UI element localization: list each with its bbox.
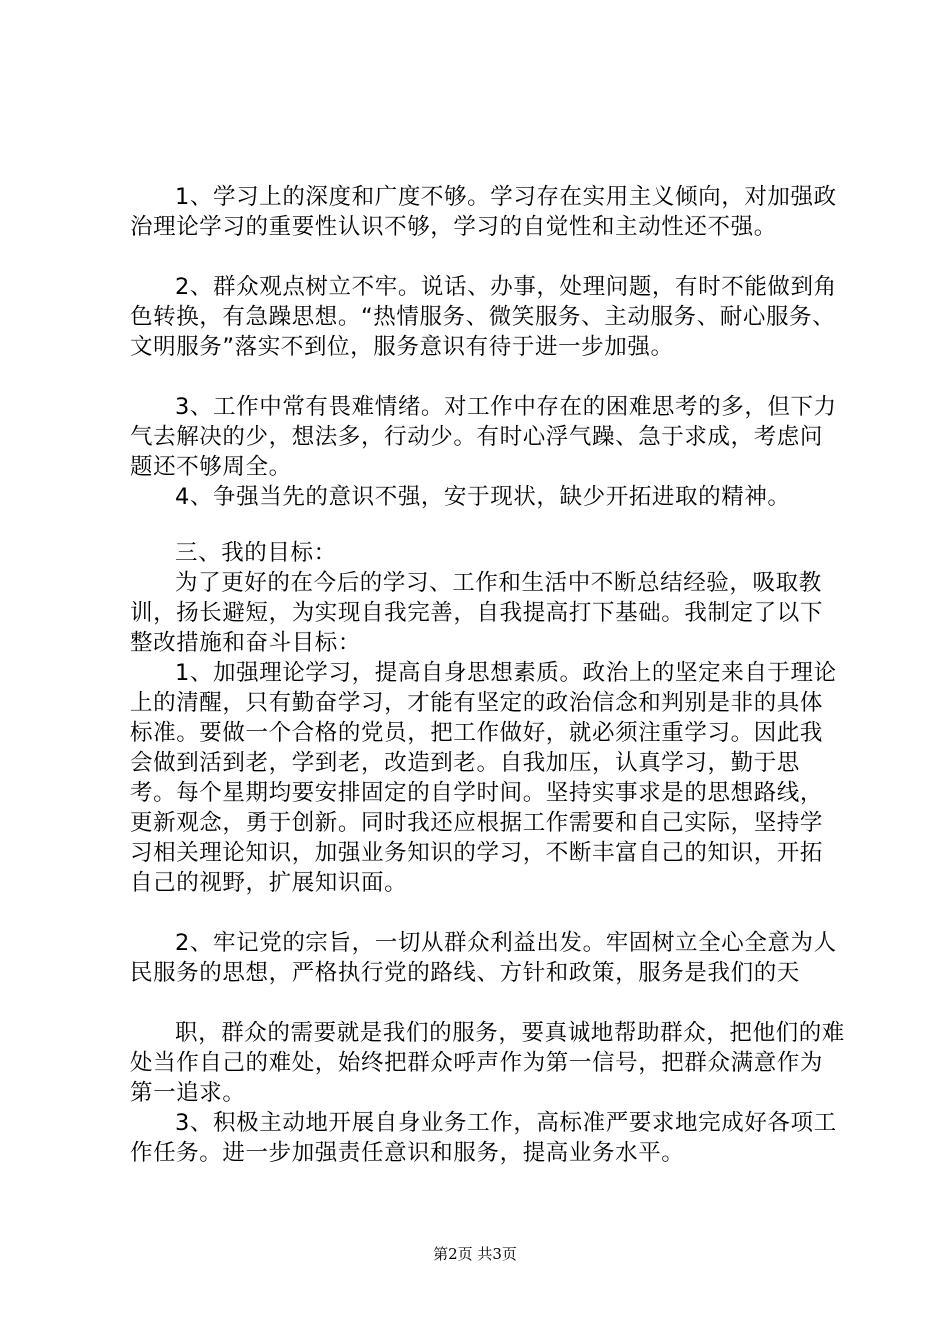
section-heading-goals: 三、我的目标： bbox=[175, 540, 337, 566]
paragraph-goals-intro: 为了更好的在今后的学习、工作和生活中不断总结经验，吸取教训，扬长避短，为实现自我完善，自我提高打下基础。我制定了以下整改措施和奋斗目标： bbox=[130, 570, 824, 656]
paragraph-competitive-awareness: 4、争强当先的意识不强，安于现状，缺少开拓进取的精神。 bbox=[175, 484, 791, 510]
paragraph-business-work: 3、积极主动地开展自身业务工作，高标准严要求地完成好各项工作任务。进一步加强责任意识和服务，提高业务水平。 bbox=[130, 1110, 837, 1166]
paragraph-fear-difficulty: 3、工作中常有畏难情绪。对工作中存在的困难思考的多，但下力气去解决的少，想法多，行动少。有时心浮气躁、急于求成，考虑问题还不够周全。 bbox=[130, 394, 837, 480]
paragraph-party-purpose: 2、牢记党的宗旨，一切从群众利益出发。牢固树立全心全意为人民服务的思想，严格执行党的路线、方针和政策，服务是我们的天 bbox=[130, 930, 837, 986]
paragraph-study-depth: 1、学习上的深度和广度不够。学习存在实用主义倾向，对加强政治理论学习的重要性认识不够，学习的自觉性和主动性还不强。 bbox=[130, 184, 837, 240]
paragraph-serve-masses: 职，群众的需要就是我们的服务，要真诚地帮助群众，把他们的难处当作自己的难处，始终把群众呼声作为第一信号，把群众满意作为第一追求。 bbox=[130, 1020, 845, 1106]
paragraph-theory-study: 1、加强理论学习，提高自身思想素质。政治上的坚定来自于理论上的清醒，只有勤奋学习，才能有坚定的政治信念和判别是非的具体标准。要做一个合格的党员，把工作做好，就必须注重学习。因此我会做到活到老，学到老，改造到老。自我加压，认真学习，勤于思考。每个星期均要安排固定的自学时间。坚持实事求是的思想路线，更新观念，勇于创新。同时我还应根据工作需要和自己实际，坚持学习相关理论知识，加强业务知识的学习，不断丰富自己的知识，开拓自己的视野，扩展知识面。 bbox=[130, 660, 837, 896]
page-number-footer: 第2页 共3页 bbox=[433, 1245, 517, 1263]
paragraph-mass-view: 2、群众观点树立不牢。说话、办事，处理问题，有时不能做到角色转换，有急躁思想。“热情服务、微笑服务、主动服务、耐心服务、文明服务”落实不到位，服务意识有待于进一步加强。 bbox=[130, 274, 837, 360]
